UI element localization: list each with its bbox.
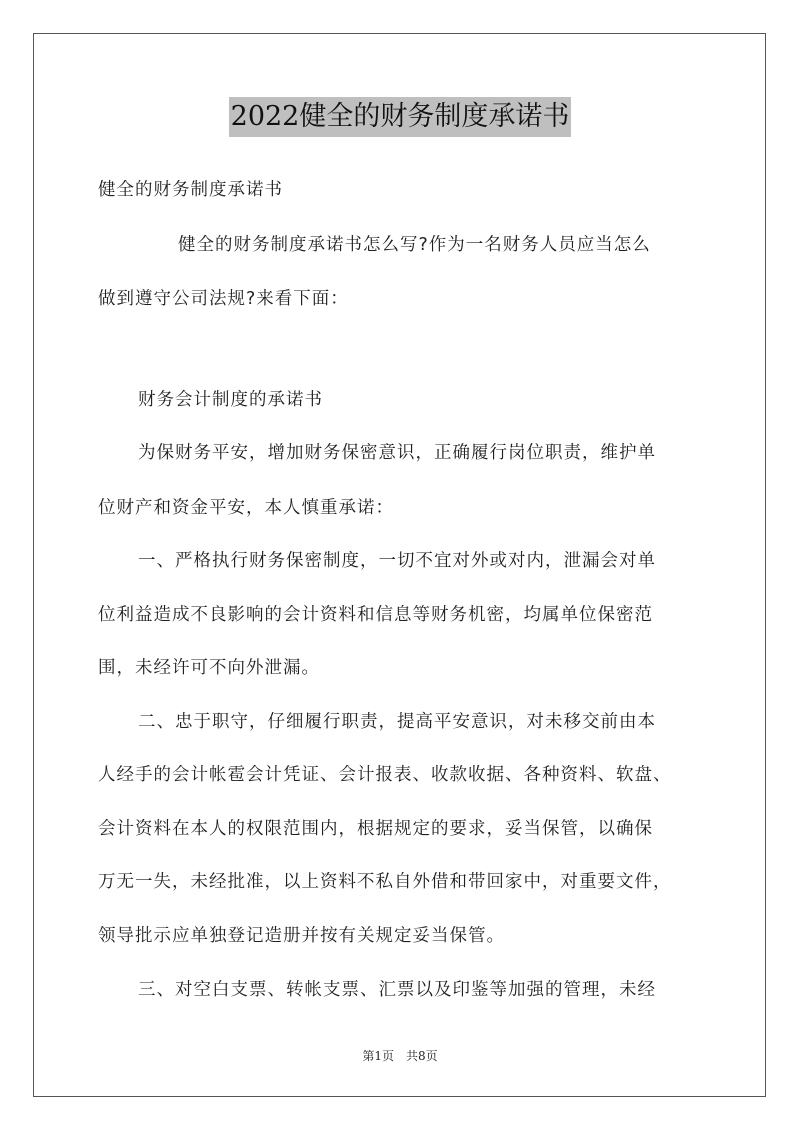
doc-line: 财务会计制度的承诺书 [138, 390, 323, 410]
doc-line: 做到遵守公司法规?来看下面： [98, 289, 349, 309]
doc-line: 人经手的会计帐雹会计凭证、会计报表、收款收据、各种资料、软盘、 [98, 765, 672, 785]
doc-line: 二、忠于职守，仔细履行职责，提高平安意识，对未移交前由本 [138, 712, 656, 732]
doc-line: 会计资料在本人的权限范围内，根据规定的要求，妥当保管，以确保 [98, 819, 653, 839]
title-wrap [0, 97, 800, 137]
document-title: 2022健全的财务制度承诺书 [229, 97, 572, 137]
doc-line: 健全的财务制度承诺书怎么写?作为一名财务人员应当怎么 [178, 235, 651, 255]
doc-line: 位利益造成不良影响的会计资料和信息等财务机密，均属单位保密范 [98, 605, 653, 625]
page-footer: 第1页 共8页 [362, 1049, 438, 1063]
doc-line: 领导批示应单独登记造册并按有关规定妥当保管。 [98, 926, 505, 946]
doc-line: 为保财务平安，增加财务保密意识，正确履行岗位职责，维护单 [138, 443, 656, 463]
doc-line: 一、严格执行财务保密制度，一切不宜对外或对内，泄漏会对单 [138, 551, 656, 571]
doc-line: 健全的财务制度承诺书 [98, 180, 283, 200]
doc-line: 三、对空白支票、转帐支票、汇票以及印鉴等加强的管理，未经 [138, 980, 656, 1000]
doc-line: 万无一失，未经批准，以上资料不私自外借和带回家中，对重要文件， [98, 872, 672, 892]
doc-line: 位财产和资金平安，本人慎重承诺： [98, 498, 394, 518]
doc-line: 围，未经许可不向外泄漏。 [98, 658, 320, 678]
